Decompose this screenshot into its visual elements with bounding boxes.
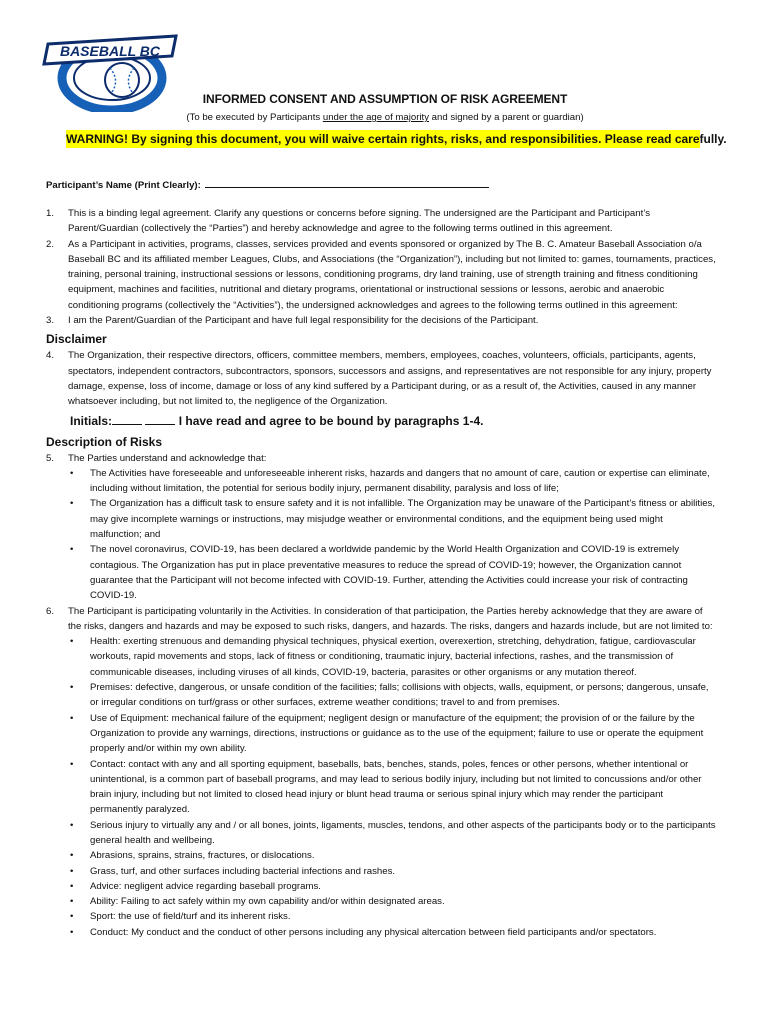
document-subtitle: (To be executed by Participants under the age of majority and signed by a parent or guardian): [186, 112, 584, 123]
clause-text: The Parties understand and acknowledge that:: [68, 452, 267, 464]
clause-2: [46, 237, 716, 313]
list-item: • Serious injury to virtually any and / or all bones, joints, ligaments, muscles, tendons, and other aspects of the participants body or to the participants general health and wellbeing.: [68, 818, 716, 849]
list-item: • Grass, turf, and other surfaces including bacterial infections and rashes.: [68, 864, 716, 879]
clause-number: 3.: [46, 315, 55, 327]
list-item: • The novel coronavirus, COVID-19, has been declared a worldwide pandemic by the World Health Organization and COVID-19 is extremely contagious. The Organization has put in place preventative measures to reduce the spread of COVID-19; however, the Organization cannot guarantee that the Participant will not become infected with COVID-19. Further, attending the Activities could increase your risk of contracting COVID-19.: [68, 542, 716, 603]
list-item: • The Activities have foreseeable and unforeseeable inherent risks, hazards and dangers that no amount of care, caution or expertise can eliminate, including without limitation, the potential for serious bodily injury, permanent disability, paralysis and loss of life;: [68, 466, 716, 497]
agreement-body: [46, 206, 716, 940]
list-item: • Premises: defective, dangerous, or unsafe condition of the facilities; falls; collisions with objects, walls, equipment, or persons; dangerous, unsafe, or irregular conditions on turf/grass or other surfaces, extreme weather conditions; travel to and from premises.: [68, 680, 716, 711]
disclaimer-heading: Disclaimer: [46, 332, 107, 347]
initials-blank-1[interactable]: [112, 414, 142, 425]
risks-heading: Description of Risks: [46, 434, 163, 449]
participant-name-line[interactable]: [205, 178, 489, 188]
list-item: • Ability: Failing to act safely within my own capability and/or within designated areas.: [68, 894, 716, 909]
list-item: • Contact: contact with any and all sporting equipment, baseballs, bats, benches, stands, poles, fences or other persons, whether intentional or unintentional, is a common part of baseball programs, and may lead to serious bodily injury, including but not limited to concussions and/or other brain injury, including but not limited to closed head injury or blunt head trauma or serious spinal injury which may render the participant permanently paralyzed.: [68, 757, 716, 818]
clause-number: 5.: [46, 452, 55, 464]
list-item: • Use of Equipment: mechanical failure of the equipment; negligent design or manufacture of the equipment; the provision of or the failure by the Organization to provide any warnings, directions, instructions or guidance as to the use of the equipment; failure to use or operate the equipment properly and/or within my own ability.: [68, 711, 716, 757]
clause-4: [46, 348, 716, 409]
list-item: • Sport: the use of field/turf and its inherent risks.: [68, 909, 716, 924]
clause-number: 6.: [46, 605, 55, 617]
clause-number: 2.: [46, 238, 55, 250]
clause-text: The Organization, their respective directors, officers, committee members, members, employees, coaches, volunteers, officials, participants, agents, spectators, independent contractors, subcontractors, sponsors, successors and assigns, and representatives are not responsible for any injury, property damage, expense, loss of income, damage or loss of any kind suffered by a Participant during, or as a result of, the Activities, caused in any manner whatsoever including, but not limited to, the negligence of the Organization.: [68, 350, 712, 408]
list-item: • The Organization has a difficult task to ensure safety and it is not infallible. The Organization may be unaware of the Participant’s fitness or abilities, may give incomplete warnings or instructions, may misjudge weather or environmental conditions, and the equipment being used might malfunction; and: [68, 496, 716, 542]
list-item: • Advice: negligent advice regarding baseball programs.: [68, 879, 716, 894]
clause-text: This is a binding legal agreement. Clarify any questions or concerns before signing. The undersigned are the Participant and Participant’s Parent/Guardian (collectively the “Parties”) and hereby acknowledge and agree to the following terms outlined in this agreement.: [68, 208, 651, 235]
participant-name-label: Participant’s Name (Print Clearly):: [46, 180, 201, 191]
participant-name-field[interactable]: [46, 178, 489, 191]
list-item: • Health: exerting strenuous and demanding physical techniques, physical exertion, overexertion, stretching, dehydration, fatigue, cardiovascular workouts, rapid movements and stops, lack of fitness or conditioning, traumatic injury, bacterial infections, rashes, and the transmission of communicable diseases, including viruses of all kinds, COVID-19, bacteria, parasites or other organisms or any mutation thereof.: [68, 634, 716, 680]
list-item: • Conduct: My conduct and the conduct of other persons including any physical altercation between field participants and/or spectators.: [68, 925, 716, 940]
initials-line[interactable]: [70, 413, 716, 429]
initials-label: Initials:: [70, 413, 113, 428]
clause-text: As a Participant in activities, programs, classes, services provided and events sponsored or organized by The B. C. Amateur Baseball Association o/a Baseball BC and its affiliated member Leagues, Clubs, and Associations (the “Organization”), including but not limited to: games, tournaments, practices, training, personal training, instructional sessions or lessons, conditioning programs, dry land training, use of strength training and fitness conditioning equipment, machines and facilities, nutritional and dietary programs, orientational or instructional sessions or lessons, aerobic and anaerobic conditioning programs (collectively the “Activities”), the undersigned acknowledges and agrees to the following terms outlined in this agreement:: [68, 238, 716, 311]
clause-6: [46, 604, 716, 941]
clause-1: [46, 206, 716, 237]
list-item: • Abrasions, sprains, strains, fractures, or dislocations.: [68, 848, 716, 863]
warning-banner: WARNING! By signing this document, you will waive certain rights, risks, and responsibilities. Please read carefully.: [66, 132, 727, 146]
initials-statement: I have read and agree to be bound by paragraphs 1-4.: [178, 413, 484, 428]
svg-text:BASEBALL BC: BASEBALL BC: [59, 43, 161, 59]
clause-number: 1.: [46, 208, 55, 219]
clause-5: [46, 451, 716, 604]
initials-blank-2[interactable]: [145, 414, 175, 425]
clause-number: 4.: [46, 350, 55, 362]
clause-text: I am the Parent/Guardian of the Participant and have full legal responsibility for the decisions of the Participant.: [68, 315, 539, 327]
clause-5-bullets: [68, 466, 716, 604]
document-title: INFORMED CONSENT AND ASSUMPTION OF RISK AGREEMENT: [202, 92, 568, 106]
clause-3: [46, 313, 716, 328]
clause-text: The Participant is participating voluntarily in the Activities. In consideration of that participation, the Parties hereby acknowledge that they are aware of the risks, dangers and hazards and may be exposed to such risks, dangers, and hazards. The risks, dangers and hazards include, but are not limited to:: [68, 605, 713, 632]
clause-6-bullets: [68, 634, 716, 940]
